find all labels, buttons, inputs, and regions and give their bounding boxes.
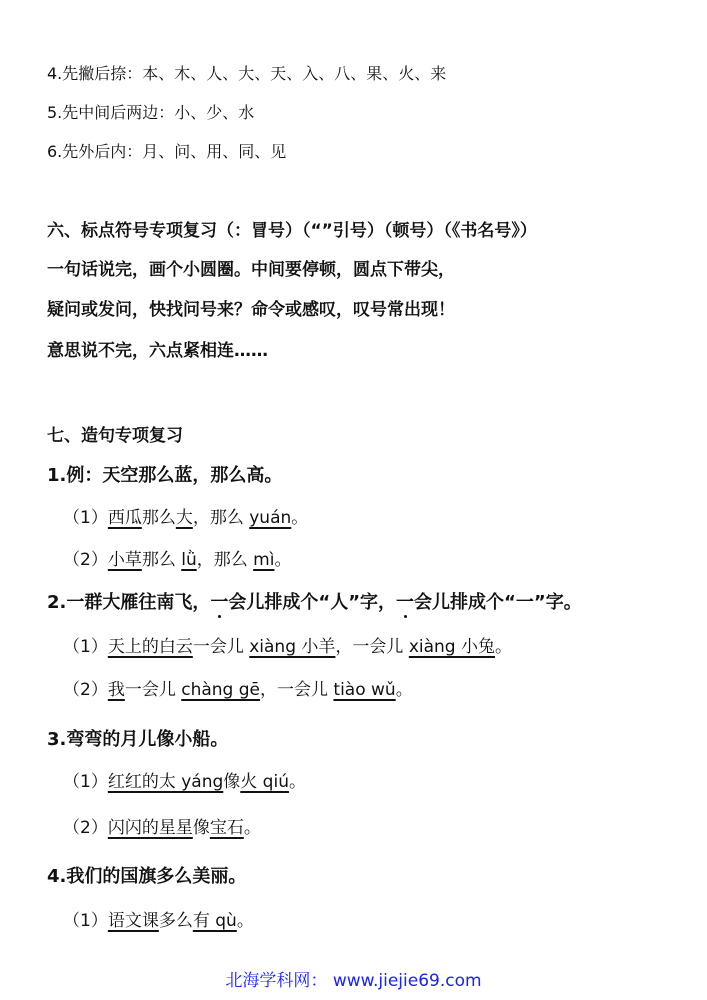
answer-text: 。 xyxy=(395,680,413,700)
answer-number: （1） xyxy=(63,637,108,657)
answer-blank: 语文课 xyxy=(107,911,159,931)
answer-text: 像 xyxy=(192,818,210,838)
question-1: 1.例：天空那么蓝，那么高。 xyxy=(47,465,283,486)
answer-number: （2） xyxy=(63,680,108,700)
answer-number: （1） xyxy=(63,911,108,931)
emphasis-char: 一 xyxy=(210,592,229,613)
stroke-rule-4: 4.先撇后捺：本、木、人、大、天、入、八、果、火、来 xyxy=(47,64,447,83)
answer-text: ，那么 xyxy=(196,550,254,570)
question-3: 3.弯弯的月儿像小船。 xyxy=(47,729,229,750)
answer-text: ，那么 xyxy=(192,508,250,528)
answer-number: （1） xyxy=(63,508,108,528)
answer-blank: yuán xyxy=(249,508,292,528)
question-text: 会儿排成个“人”字， xyxy=(228,592,397,613)
answer-blank: chàng gē xyxy=(181,680,260,700)
question-text: 会儿排成个“一”字。 xyxy=(414,592,582,613)
answer-number: （2） xyxy=(63,818,108,838)
answer-blank: 我 xyxy=(107,680,125,700)
answer-number: （2） xyxy=(63,550,108,570)
question-2 xyxy=(47,594,582,612)
punctuation-line-3: 意思说不完，六点紧相连…… xyxy=(47,341,268,361)
answer-blank: 西瓜 xyxy=(107,508,142,528)
answer-blank: 红红的太 yáng xyxy=(107,772,224,792)
answer-3-2 xyxy=(63,820,261,837)
answer-blank: 大 xyxy=(175,508,193,528)
answer-blank: tiào wǔ xyxy=(333,680,396,700)
answer-text: 多么 xyxy=(158,911,193,931)
answer-text: 一会儿 xyxy=(192,637,250,657)
answer-2-2 xyxy=(63,682,413,699)
answer-text: 那么 xyxy=(141,550,182,570)
answer-text: 。 xyxy=(291,508,309,528)
emphasis-char: 一 xyxy=(396,592,415,613)
answer-blank: xiàng 小羊 xyxy=(249,637,336,657)
answer-3-1 xyxy=(63,774,306,791)
question-text: 2.一群大雁往南飞， xyxy=(47,592,211,613)
answer-blank: 闪闪的星星 xyxy=(107,818,193,838)
answer-blank: mì xyxy=(253,550,275,570)
answer-text: 像 xyxy=(223,772,241,792)
answer-blank: 火 qiú xyxy=(240,772,289,792)
answer-1-1 xyxy=(63,510,308,527)
answer-text: 那么 xyxy=(141,508,176,528)
answer-text: 。 xyxy=(243,818,261,838)
stroke-rule-6: 6.先外后内：月、问、用、同、见 xyxy=(47,142,287,161)
footer-watermark: 北海学科网： www.jiejie69.com xyxy=(225,971,482,991)
answer-number: （1） xyxy=(63,772,108,792)
answer-text: 。 xyxy=(494,637,512,657)
answer-text: ，一会儿 xyxy=(335,637,409,657)
answer-text: 。 xyxy=(274,550,292,570)
answer-blank: xiàng 小兔 xyxy=(408,637,495,657)
stroke-rule-5: 5.先中间后两边：小、少、水 xyxy=(47,103,255,122)
question-4: 4.我们的国旗多么美丽。 xyxy=(47,866,247,887)
answer-1-2 xyxy=(63,552,291,569)
punctuation-line-1: 一句话说完，画个小圆圈。中间要停顿，圆点下带尖， xyxy=(47,260,455,280)
answer-blank: 有 qù xyxy=(192,911,237,931)
answer-text: 一会儿 xyxy=(124,680,182,700)
punctuation-heading: 六、标点符号专项复习（：冒号）（“”引号）（顿号）（《书名号》） xyxy=(47,221,537,241)
answer-blank: 宝石 xyxy=(209,818,244,838)
answer-blank: 小草 xyxy=(107,550,142,570)
answer-text: ，一会儿 xyxy=(260,680,334,700)
answer-blank: 天上的白云 xyxy=(107,637,193,657)
punctuation-line-2: 疑问或发问，快找问号来？命令或感叹，叹号常出现！ xyxy=(47,300,455,320)
answer-text: 。 xyxy=(236,911,254,931)
sentence-heading: 七、造句专项复习 xyxy=(47,426,183,446)
answer-blank: lǜ xyxy=(181,550,197,570)
answer-4-1 xyxy=(63,913,254,930)
answer-text: 。 xyxy=(288,772,306,792)
answer-2-1 xyxy=(63,639,512,656)
